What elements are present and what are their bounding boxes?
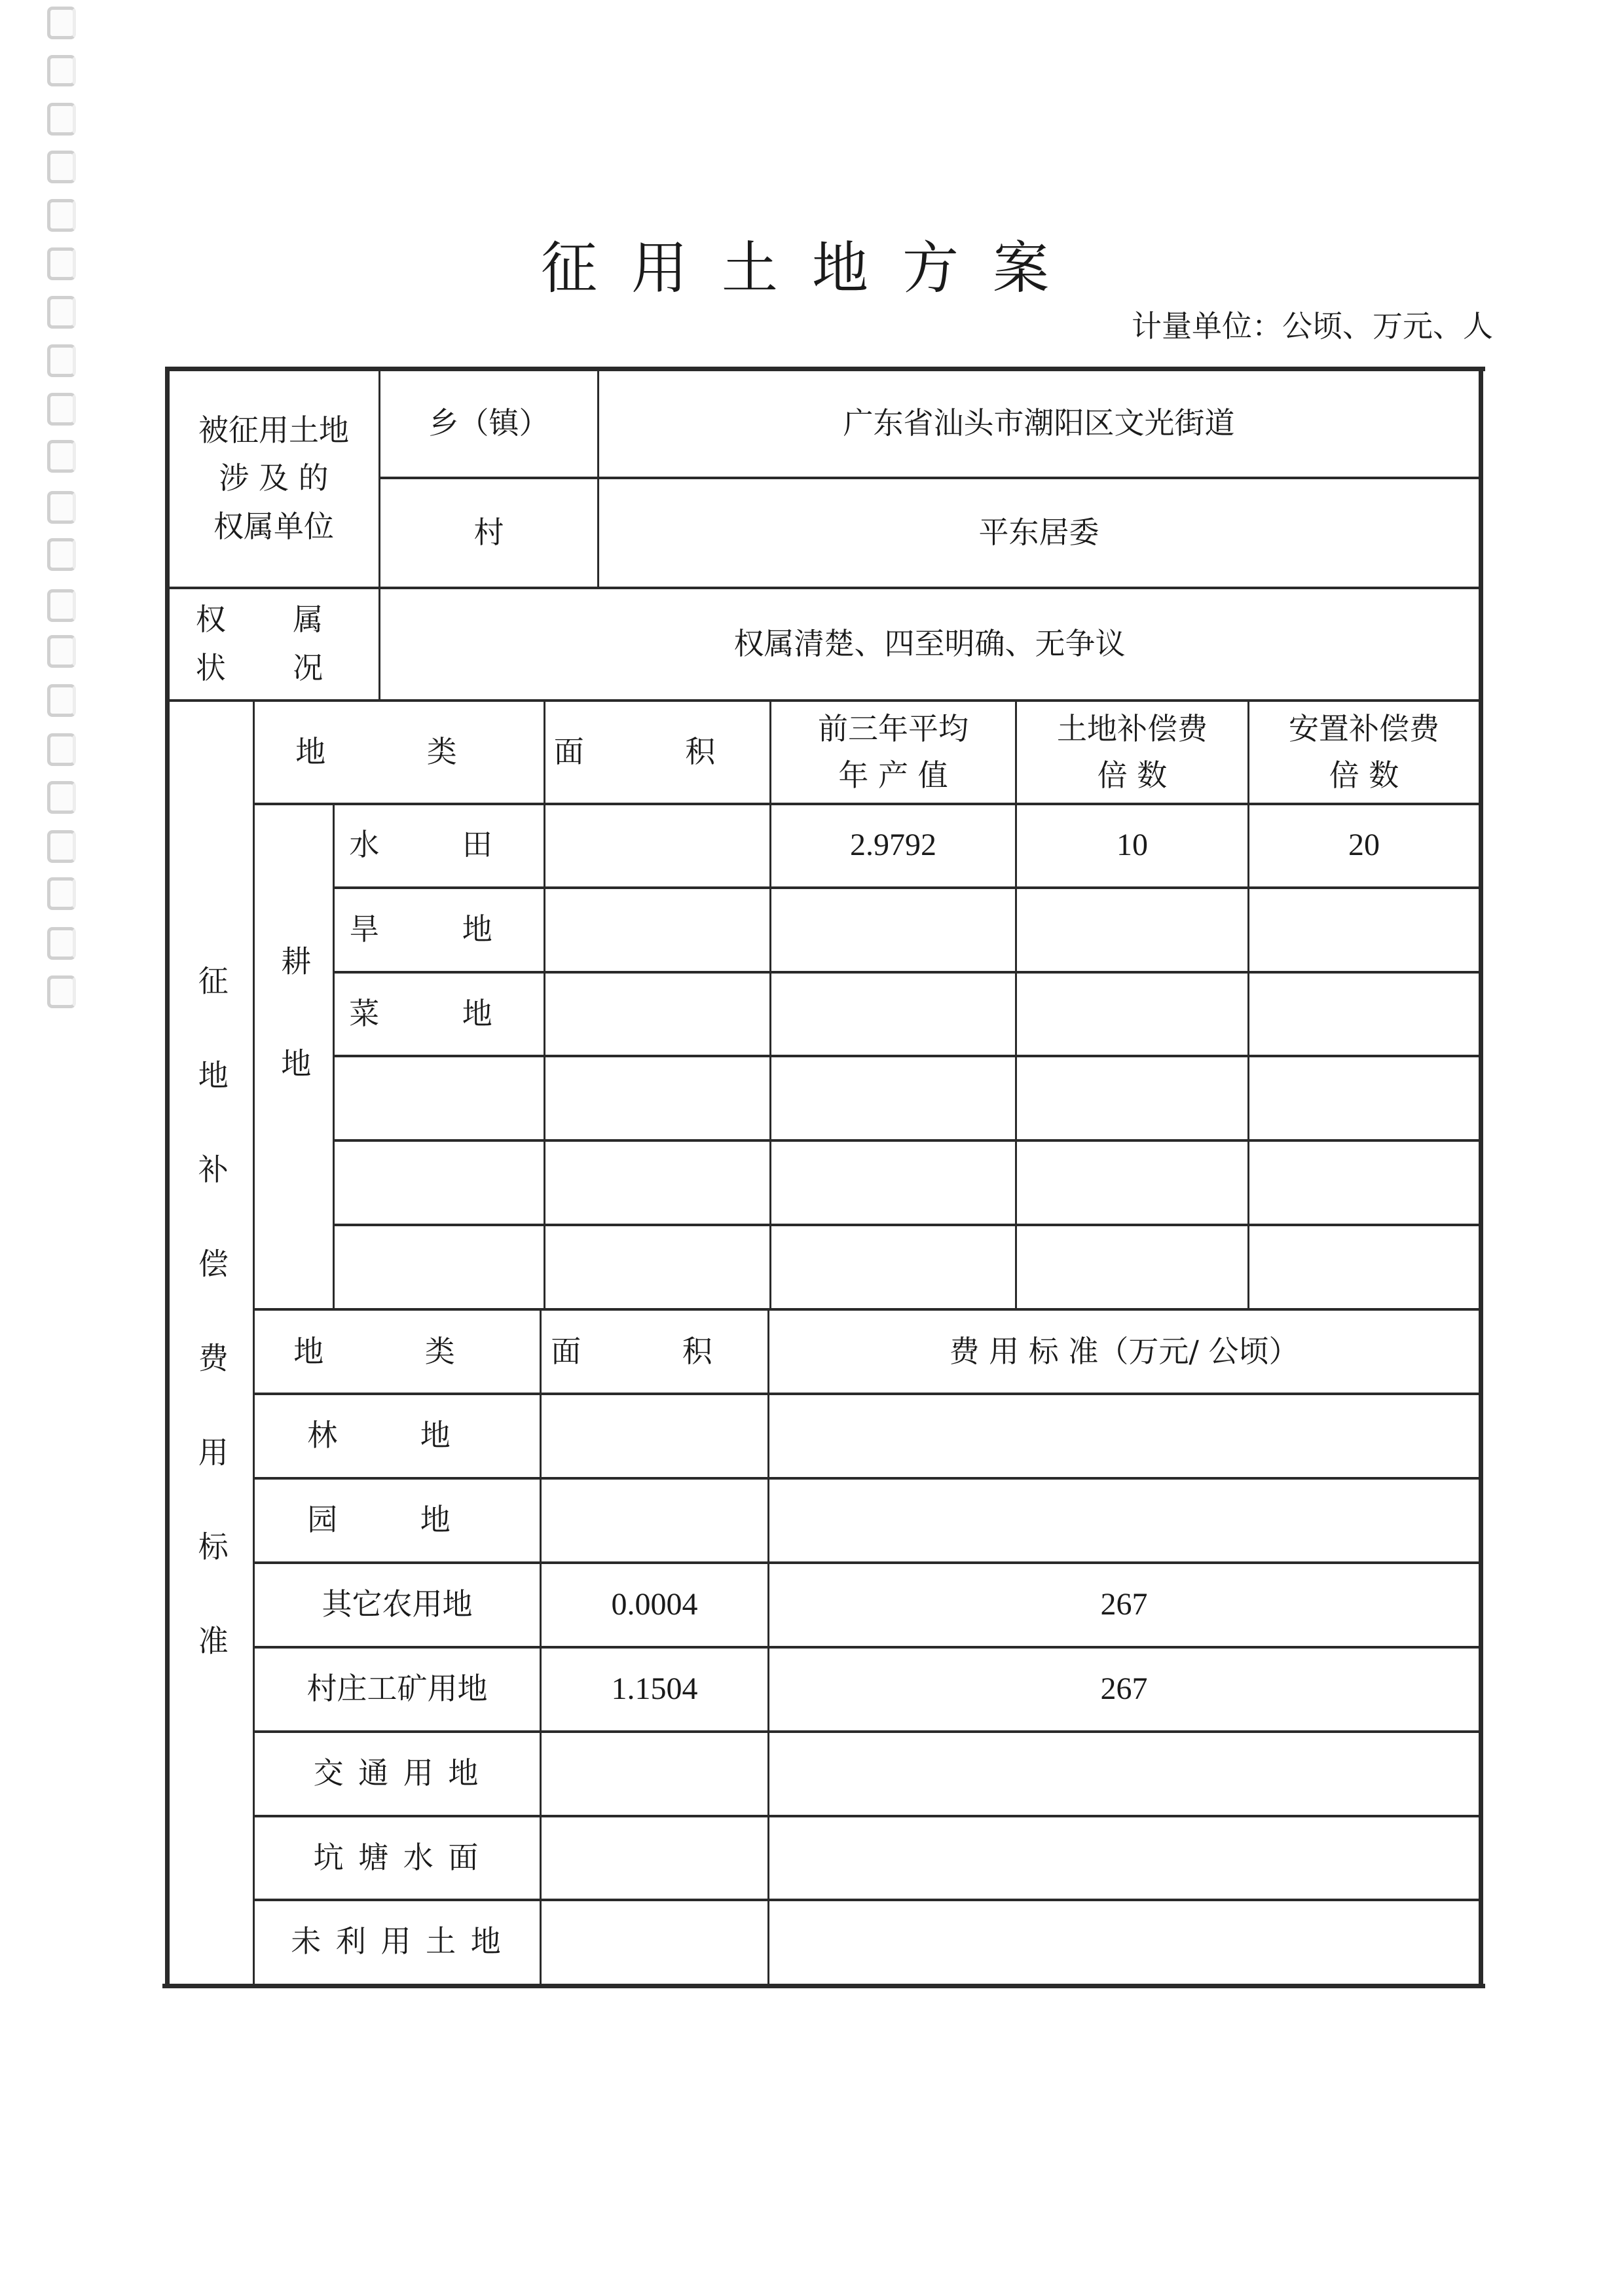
- land-type-cell: 交 通 用 地: [313, 1755, 481, 1791]
- land-type-cell: [335, 1141, 544, 1224]
- avg-output-cell: [771, 973, 1015, 1055]
- arable-header-land-multiple: 土地补偿费 倍 数: [1057, 710, 1208, 793]
- area-cell: [542, 1394, 767, 1477]
- area-cell: [542, 1817, 767, 1899]
- area-cell: [545, 1226, 769, 1308]
- area-cell: [545, 804, 769, 886]
- land-type-cell: 菜 地: [349, 996, 529, 1032]
- avg-output-cell: [771, 1141, 1015, 1224]
- land-type-cell: 坑 塘 水 面: [313, 1840, 481, 1876]
- resettle-multiple-cell: 20: [1348, 827, 1380, 862]
- avg-output-cell: [771, 888, 1015, 971]
- land-type-cell: 未 利 用 土 地: [291, 1923, 504, 1959]
- area-cell: [542, 1901, 767, 1983]
- arable-header-resettle-multiple: 安置补偿费 倍 数: [1289, 710, 1439, 793]
- ownership-status-label: 权 属 状 况: [195, 602, 352, 685]
- land-multiple-cell: [1017, 888, 1247, 971]
- unit-note: 计量单位：公顷、万元、人: [1132, 308, 1493, 344]
- land-type-cell: 水 田: [349, 827, 529, 863]
- area-cell: [545, 1057, 769, 1139]
- fee-standard-cell: [769, 1732, 1479, 1815]
- resettle-multiple-cell: [1249, 1057, 1479, 1139]
- fee-standard-cell: [769, 1817, 1479, 1899]
- area-cell: [545, 888, 769, 971]
- village-value: 平东居委: [978, 515, 1099, 551]
- land-type-cell: 旱 地: [349, 911, 529, 947]
- arable-header-avg-output: 前三年平均 年 产 值: [818, 710, 969, 793]
- avg-output-cell: [771, 1226, 1015, 1308]
- compensation-section-label: 征地补偿费用标准: [193, 965, 229, 1719]
- land-multiple-cell: [1017, 1141, 1247, 1224]
- land-type-cell: 其它农用地: [322, 1586, 473, 1622]
- fee-standard-cell: 267: [1100, 1671, 1148, 1706]
- fee-standard-cell: 267: [1100, 1586, 1148, 1622]
- township-value: 广东省汕头市潮阳区文光街道: [843, 405, 1235, 441]
- area-cell: [542, 1732, 767, 1815]
- resettle-multiple-cell: [1249, 1141, 1479, 1224]
- fee-standard-cell: [769, 1901, 1479, 1983]
- village-label: 村: [473, 515, 504, 551]
- avg-output-cell: [771, 1057, 1015, 1139]
- township-label: 乡（镇）: [428, 405, 549, 441]
- arable-land-label: 耕地: [276, 945, 312, 1150]
- area-cell: [542, 1479, 767, 1561]
- land-multiple-cell: [1017, 1226, 1247, 1308]
- avg-output-cell: 2.9792: [850, 827, 936, 862]
- other-header-land-type: 地 类: [293, 1333, 501, 1369]
- table-border-bottom: [162, 1984, 1485, 1988]
- arable-header-area: 面 积: [553, 734, 762, 770]
- document-title: 征用土地方案: [541, 236, 1083, 301]
- resettle-multiple-cell: [1249, 888, 1479, 971]
- area-cell: [545, 973, 769, 1055]
- ownership-section-label: 被征用土地 涉 及 的 权属单位: [198, 412, 349, 544]
- land-multiple-cell: [1017, 973, 1247, 1055]
- other-header-area: 面 积: [551, 1333, 758, 1369]
- resettle-multiple-cell: [1249, 973, 1479, 1055]
- land-type-cell: 村庄工矿用地: [306, 1671, 488, 1707]
- area-cell: 0.0004: [611, 1586, 698, 1622]
- table-border-right: [1479, 367, 1483, 1988]
- land-type-cell: [335, 1226, 544, 1308]
- fee-standard-cell: [769, 1479, 1479, 1561]
- area-cell: 1.1504: [611, 1671, 698, 1706]
- other-header-fee-standard: 费 用 标 准（万元/ 公顷）: [949, 1333, 1299, 1369]
- land-type-cell: 园 地: [307, 1502, 487, 1538]
- fee-standard-cell: [769, 1394, 1479, 1477]
- land-type-cell: 林 地: [307, 1417, 487, 1453]
- land-multiple-cell: 10: [1116, 827, 1148, 862]
- land-type-cell: [335, 1057, 544, 1139]
- ownership-status-value: 权属清楚、四至明确、无争议: [733, 626, 1126, 662]
- land-multiple-cell: [1017, 1057, 1247, 1139]
- arable-header-land-type: 地 类: [295, 734, 503, 770]
- resettle-multiple-cell: [1249, 1226, 1479, 1308]
- area-cell: [545, 1141, 769, 1224]
